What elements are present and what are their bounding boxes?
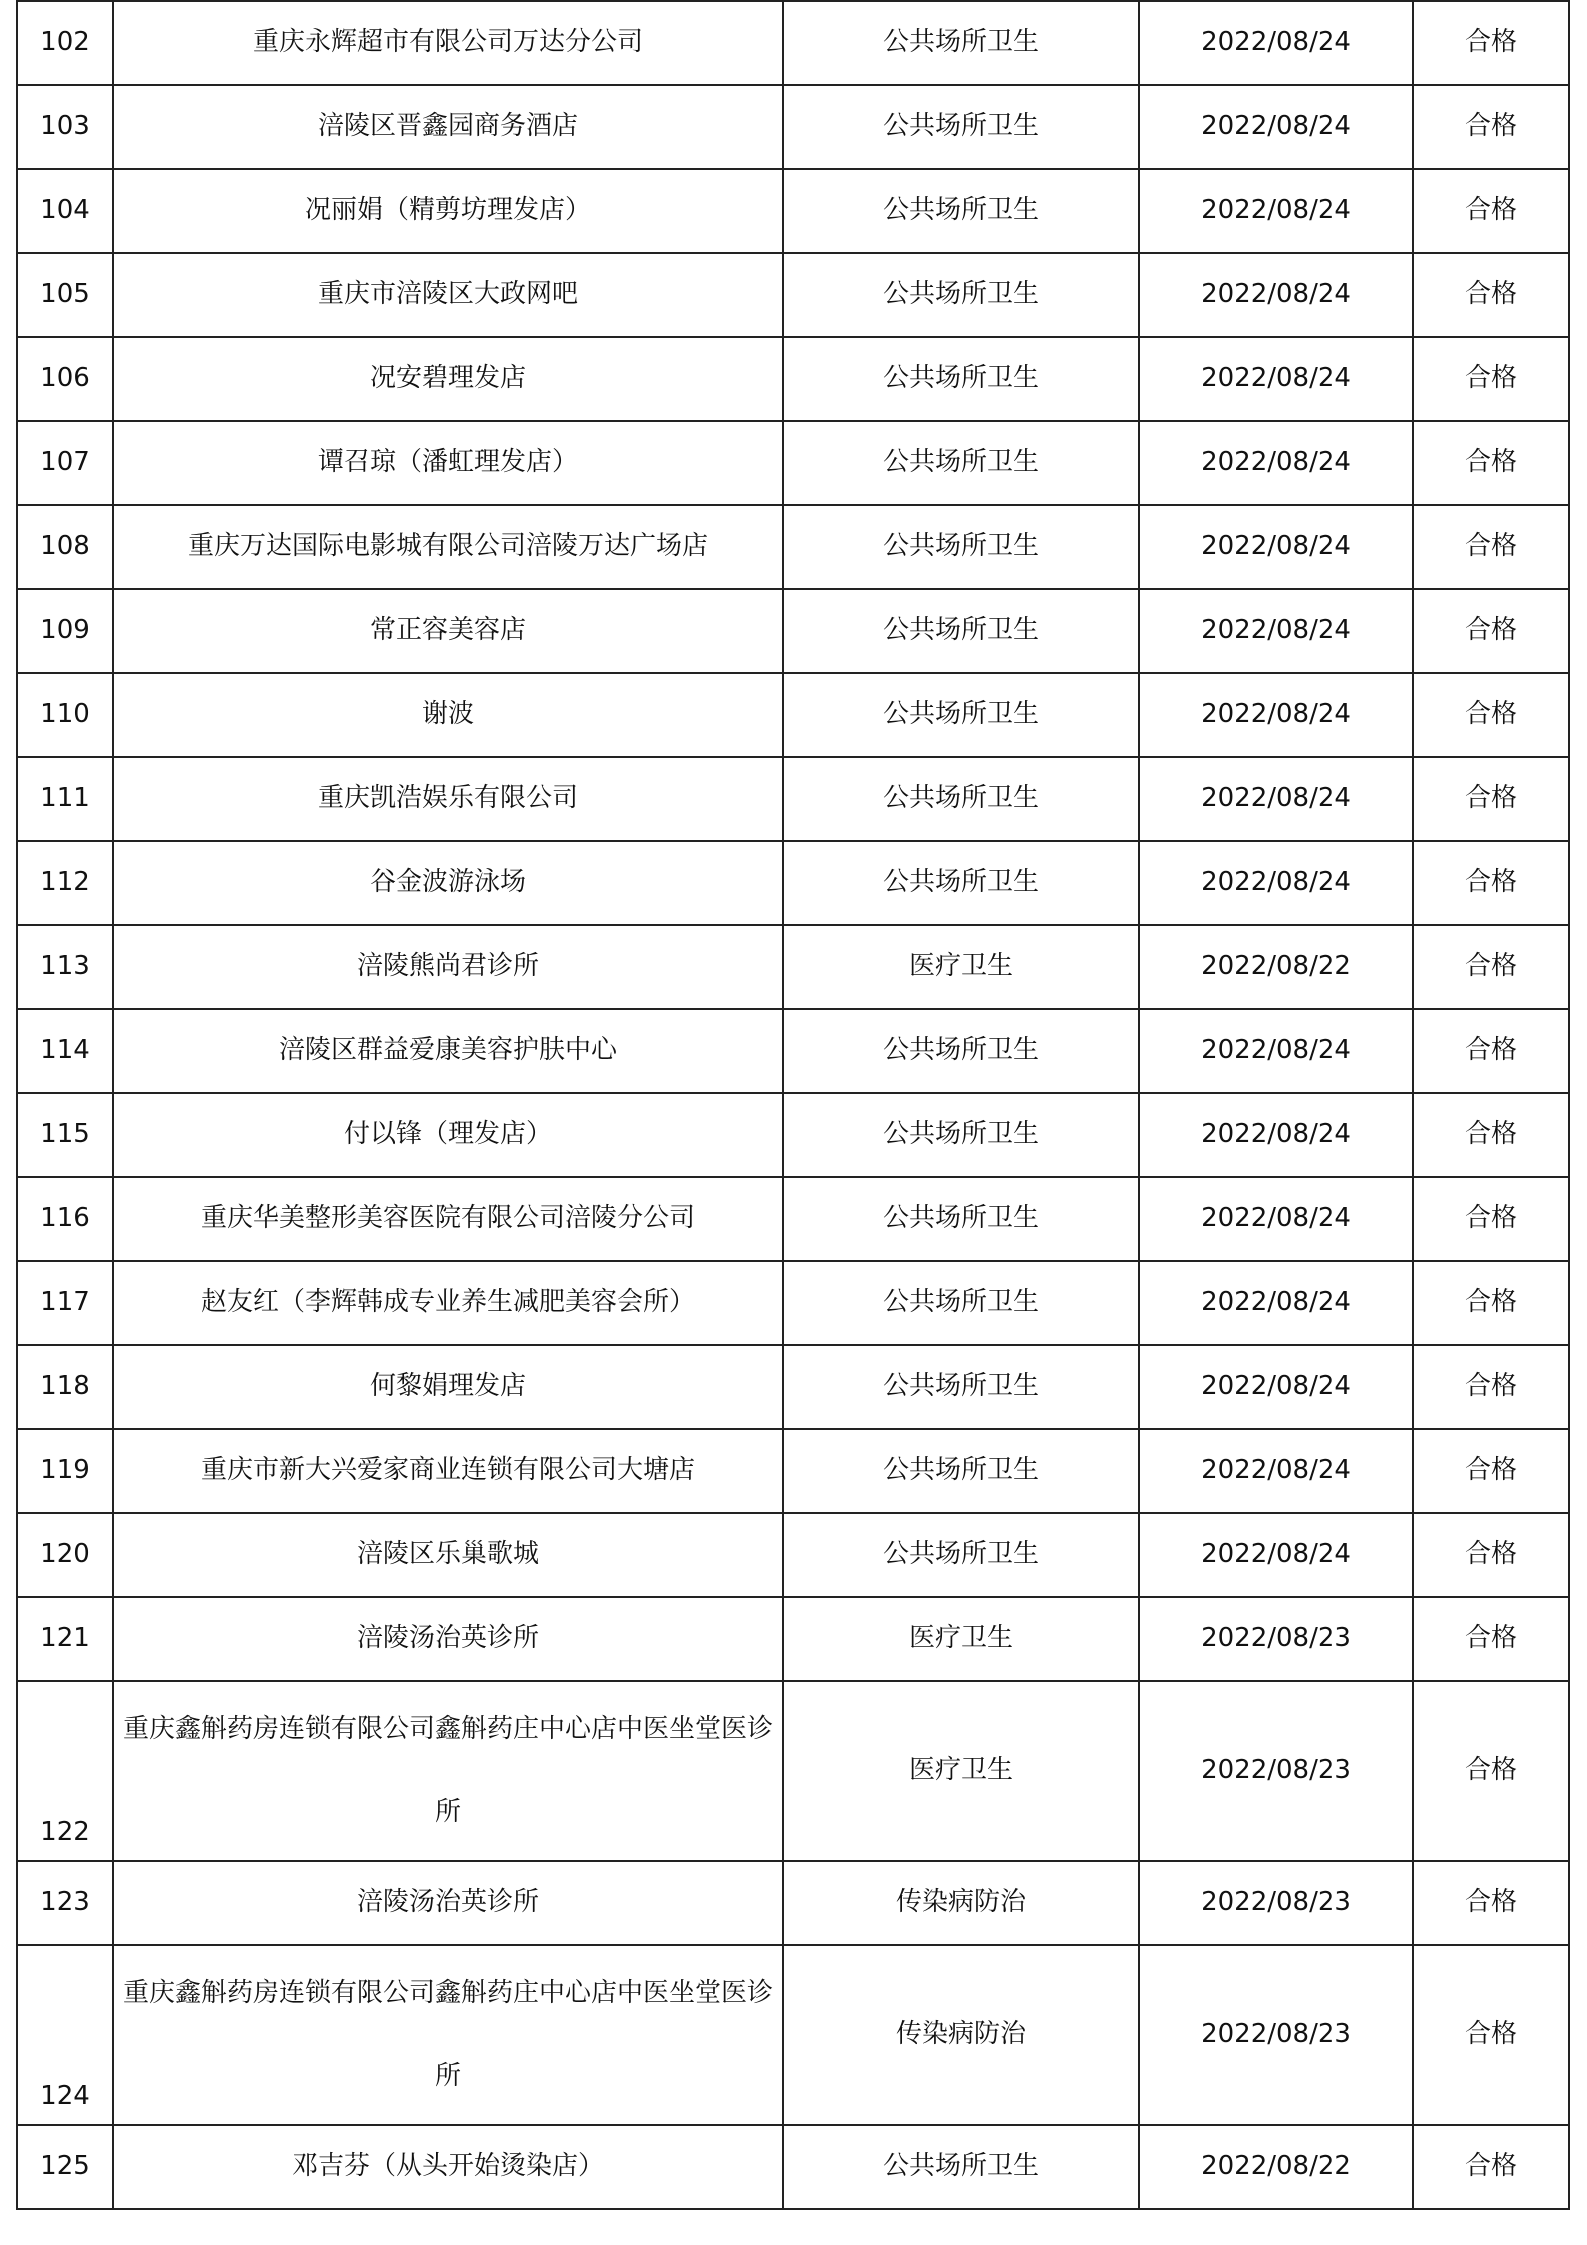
table-row <box>17 1009 1569 1093</box>
inspection-result: 合格 <box>1413 1009 1569 1093</box>
entity-name: 赵友红（李辉韩成专业养生减肥美容会所） <box>113 1261 783 1345</box>
inspection-date: 2022/08/24 <box>1139 169 1413 253</box>
entity-name: 谢波 <box>113 673 783 757</box>
inspection-result: 合格 <box>1413 1681 1569 1861</box>
entity-name: 重庆鑫斛药房连锁有限公司鑫斛药庄中心店中医坐堂医诊所 <box>113 1681 783 1861</box>
table-row <box>17 1093 1569 1177</box>
entity-name: 重庆市涪陵区大政网吧 <box>113 253 783 337</box>
inspection-date: 2022/08/24 <box>1139 1513 1413 1597</box>
inspection-result: 合格 <box>1413 673 1569 757</box>
row-number: 102 <box>17 1 113 85</box>
inspection-date: 2022/08/24 <box>1139 1 1413 85</box>
table-row <box>17 757 1569 841</box>
inspection-category: 公共场所卫生 <box>783 1513 1139 1597</box>
inspection-category: 医疗卫生 <box>783 1681 1139 1861</box>
table-row <box>17 589 1569 673</box>
inspection-category: 公共场所卫生 <box>783 673 1139 757</box>
entity-name: 重庆华美整形美容医院有限公司涪陵分公司 <box>113 1177 783 1261</box>
row-number: 122 <box>17 1681 113 1861</box>
row-number: 113 <box>17 925 113 1009</box>
inspection-result: 合格 <box>1413 841 1569 925</box>
inspection-date: 2022/08/24 <box>1139 1009 1413 1093</box>
table-row <box>17 1261 1569 1345</box>
inspection-result: 合格 <box>1413 925 1569 1009</box>
inspection-category: 公共场所卫生 <box>783 1009 1139 1093</box>
inspection-category: 公共场所卫生 <box>783 1429 1139 1513</box>
table-row <box>17 925 1569 1009</box>
inspection-result: 合格 <box>1413 421 1569 505</box>
inspection-category: 公共场所卫生 <box>783 589 1139 673</box>
inspection-date: 2022/08/24 <box>1139 841 1413 925</box>
inspection-result: 合格 <box>1413 1945 1569 2125</box>
inspection-result: 合格 <box>1413 1093 1569 1177</box>
inspection-category: 传染病防治 <box>783 1861 1139 1945</box>
row-number: 118 <box>17 1345 113 1429</box>
row-number: 120 <box>17 1513 113 1597</box>
inspection-result: 合格 <box>1413 2125 1569 2209</box>
table-row <box>17 2125 1569 2209</box>
table-row <box>17 841 1569 925</box>
inspection-category: 公共场所卫生 <box>783 253 1139 337</box>
row-number: 123 <box>17 1861 113 1945</box>
row-number: 109 <box>17 589 113 673</box>
inspection-date: 2022/08/24 <box>1139 421 1413 505</box>
table-row <box>17 1177 1569 1261</box>
inspection-date: 2022/08/24 <box>1139 1345 1413 1429</box>
inspection-result: 合格 <box>1413 169 1569 253</box>
inspection-result: 合格 <box>1413 589 1569 673</box>
inspection-date: 2022/08/23 <box>1139 1681 1413 1861</box>
entity-name: 重庆市新大兴爱家商业连锁有限公司大塘店 <box>113 1429 783 1513</box>
row-number: 103 <box>17 85 113 169</box>
row-number: 116 <box>17 1177 113 1261</box>
inspection-result: 合格 <box>1413 1 1569 85</box>
inspection-result: 合格 <box>1413 253 1569 337</box>
entity-name: 重庆永辉超市有限公司万达分公司 <box>113 1 783 85</box>
inspection-category: 公共场所卫生 <box>783 421 1139 505</box>
row-number: 107 <box>17 421 113 505</box>
inspection-category: 传染病防治 <box>783 1945 1139 2125</box>
inspection-date: 2022/08/24 <box>1139 85 1413 169</box>
inspection-result: 合格 <box>1413 85 1569 169</box>
inspection-result: 合格 <box>1413 1345 1569 1429</box>
entity-name: 何黎娟理发店 <box>113 1345 783 1429</box>
inspection-category: 公共场所卫生 <box>783 505 1139 589</box>
row-number: 121 <box>17 1597 113 1681</box>
row-number: 112 <box>17 841 113 925</box>
inspection-result: 合格 <box>1413 1597 1569 1681</box>
row-number: 108 <box>17 505 113 589</box>
inspection-date: 2022/08/22 <box>1139 2125 1413 2209</box>
table-row <box>17 337 1569 421</box>
inspection-date: 2022/08/23 <box>1139 1861 1413 1945</box>
entity-name: 重庆凯浩娱乐有限公司 <box>113 757 783 841</box>
inspection-date: 2022/08/24 <box>1139 1177 1413 1261</box>
entity-name: 常正容美容店 <box>113 589 783 673</box>
inspection-category: 公共场所卫生 <box>783 1177 1139 1261</box>
entity-name: 涪陵区乐巢歌城 <box>113 1513 783 1597</box>
inspection-result: 合格 <box>1413 1177 1569 1261</box>
inspection-category: 公共场所卫生 <box>783 1345 1139 1429</box>
inspection-date: 2022/08/23 <box>1139 1945 1413 2125</box>
inspection-category: 医疗卫生 <box>783 925 1139 1009</box>
inspection-result: 合格 <box>1413 1261 1569 1345</box>
table-row <box>17 1681 1569 1861</box>
table-row <box>17 1345 1569 1429</box>
inspection-date: 2022/08/24 <box>1139 253 1413 337</box>
inspection-category: 公共场所卫生 <box>783 1 1139 85</box>
row-number: 117 <box>17 1261 113 1345</box>
entity-name: 涪陵汤治英诊所 <box>113 1861 783 1945</box>
inspection-date: 2022/08/24 <box>1139 1429 1413 1513</box>
entity-name: 涪陵汤治英诊所 <box>113 1597 783 1681</box>
table-row <box>17 1861 1569 1945</box>
row-number: 104 <box>17 169 113 253</box>
row-number: 119 <box>17 1429 113 1513</box>
inspection-date: 2022/08/24 <box>1139 673 1413 757</box>
table-row <box>17 505 1569 589</box>
inspection-result: 合格 <box>1413 337 1569 421</box>
inspection-result: 合格 <box>1413 757 1569 841</box>
inspection-category: 公共场所卫生 <box>783 85 1139 169</box>
entity-name: 重庆万达国际电影城有限公司涪陵万达广场店 <box>113 505 783 589</box>
row-number: 111 <box>17 757 113 841</box>
entity-name: 况丽娟（精剪坊理发店） <box>113 169 783 253</box>
inspection-category: 公共场所卫生 <box>783 2125 1139 2209</box>
row-number: 114 <box>17 1009 113 1093</box>
inspection-category: 公共场所卫生 <box>783 337 1139 421</box>
inspection-date: 2022/08/24 <box>1139 1093 1413 1177</box>
inspection-category: 公共场所卫生 <box>783 169 1139 253</box>
row-number: 124 <box>17 1945 113 2125</box>
inspection-date: 2022/08/22 <box>1139 925 1413 1009</box>
table-row <box>17 85 1569 169</box>
table-row <box>17 169 1569 253</box>
row-number: 125 <box>17 2125 113 2209</box>
inspection-results-table <box>16 0 1570 2210</box>
inspection-date: 2022/08/23 <box>1139 1597 1413 1681</box>
inspection-category: 公共场所卫生 <box>783 1261 1139 1345</box>
entity-name: 谷金波游泳场 <box>113 841 783 925</box>
table-row <box>17 1597 1569 1681</box>
inspection-date: 2022/08/24 <box>1139 589 1413 673</box>
inspection-date: 2022/08/24 <box>1139 337 1413 421</box>
table-row <box>17 1 1569 85</box>
entity-name: 涪陵区晋鑫园商务酒店 <box>113 85 783 169</box>
inspection-date: 2022/08/24 <box>1139 505 1413 589</box>
table-row <box>17 1513 1569 1597</box>
entity-name: 况安碧理发店 <box>113 337 783 421</box>
inspection-date: 2022/08/24 <box>1139 1261 1413 1345</box>
entity-name: 重庆鑫斛药房连锁有限公司鑫斛药庄中心店中医坐堂医诊所 <box>113 1945 783 2125</box>
entity-name: 涪陵熊尚君诊所 <box>113 925 783 1009</box>
inspection-result: 合格 <box>1413 505 1569 589</box>
row-number: 106 <box>17 337 113 421</box>
inspection-result: 合格 <box>1413 1513 1569 1597</box>
inspection-category: 公共场所卫生 <box>783 1093 1139 1177</box>
inspection-result: 合格 <box>1413 1861 1569 1945</box>
entity-name: 付以锋（理发店） <box>113 1093 783 1177</box>
table-row <box>17 1429 1569 1513</box>
table-row <box>17 253 1569 337</box>
table-row <box>17 673 1569 757</box>
inspection-date: 2022/08/24 <box>1139 757 1413 841</box>
row-number: 105 <box>17 253 113 337</box>
entity-name: 谭召琼（潘虹理发店） <box>113 421 783 505</box>
inspection-category: 公共场所卫生 <box>783 757 1139 841</box>
entity-name: 邓吉芬（从头开始烫染店） <box>113 2125 783 2209</box>
inspection-category: 公共场所卫生 <box>783 841 1139 925</box>
table-row <box>17 421 1569 505</box>
table-body <box>17 1 1569 2209</box>
entity-name: 涪陵区群益爱康美容护肤中心 <box>113 1009 783 1093</box>
row-number: 110 <box>17 673 113 757</box>
table-row <box>17 1945 1569 2125</box>
inspection-result: 合格 <box>1413 1429 1569 1513</box>
row-number: 115 <box>17 1093 113 1177</box>
inspection-category: 医疗卫生 <box>783 1597 1139 1681</box>
